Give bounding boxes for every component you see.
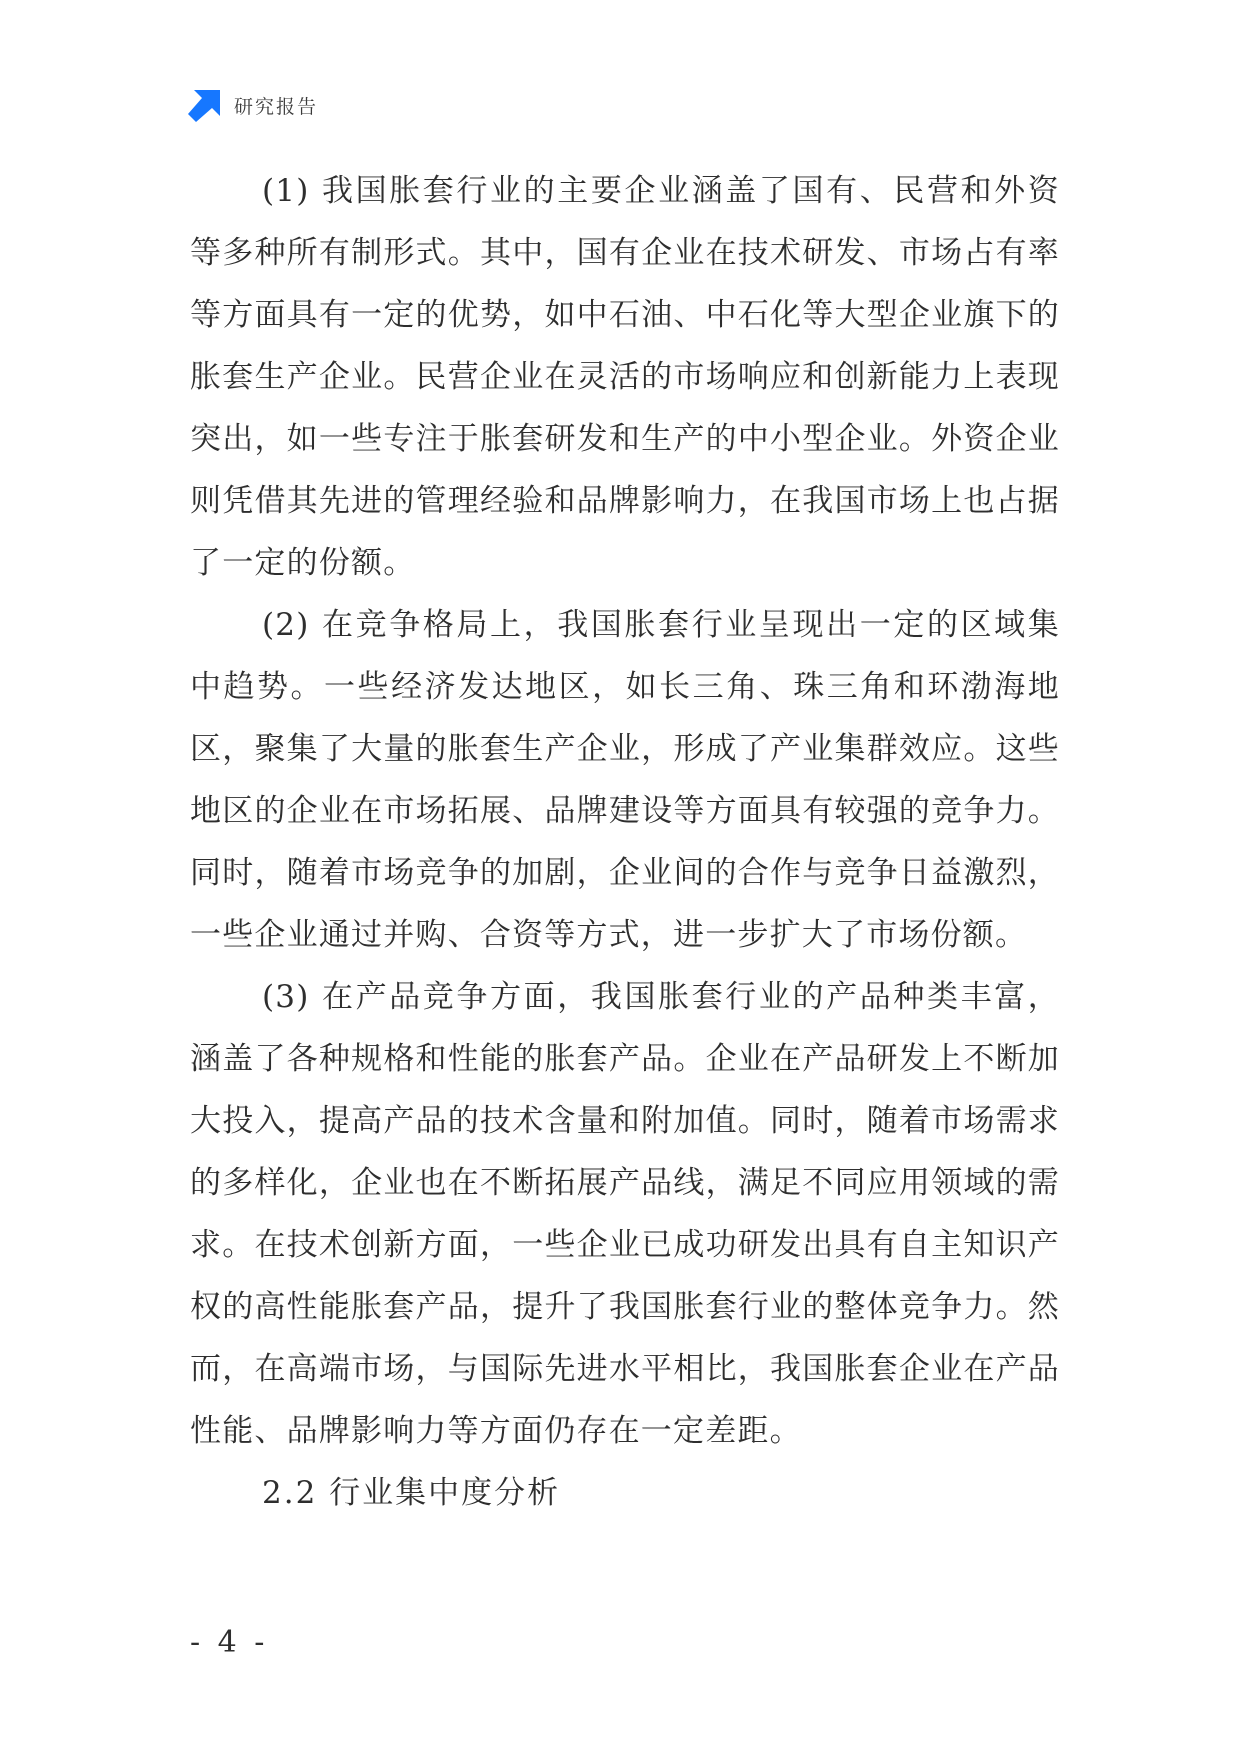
- section-heading: 2.2 行业集中度分析: [262, 1475, 561, 1511]
- paragraph-2: (2) 在竞争格局上，我国胀套行业呈现出一定的区域集中趋势。一些经济发达地区，如长三角、珠三角和环渤海地区，聚集了大量的胀套生产企业，形成了产业集群效应。这些地区的企业在市场拓展、品牌建设等方面具有较强的竞争力。同时，随着市场竞争的加剧，企业间的合作与竞争日益激烈，一些企业通过并购、合资等方式，进一步扩大了市场份额。: [190, 607, 1060, 953]
- page-number: - 4 -: [190, 1625, 269, 1660]
- paragraph-1: (1) 我国胀套行业的主要企业涵盖了国有、民营和外资等多种所有制形式。其中，国有企业在技术研发、市场占有率等方面具有一定的优势，如中石油、中石化等大型企业旗下的胀套生产企业。民营企业在灵活的市场响应和创新能力上表现突出，如一些专注于胀套研发和生产的中小型企业。外资企业则凭借其先进的管理经验和品牌影响力，在我国市场上也占据了一定的份额。: [190, 173, 1060, 581]
- arrow-up-right-icon: [188, 88, 222, 122]
- header-title: 研究报告: [234, 95, 319, 118]
- document-body: [190, 160, 1060, 1524]
- paragraph-3: (3) 在产品竞争方面，我国胀套行业的产品种类丰富，涵盖了各种规格和性能的胀套产品。企业在产品研发上不断加大投入，提高产品的技术含量和附加值。同时，随着市场需求的多样化，企业也在不断拓展产品线，满足不同应用领域的需求。在技术创新方面，一些企业已成功研发出具有自主知识产权的高性能胀套产品，提升了我国胀套行业的整体竞争力。然而，在高端市场，与国际先进水平相比，我国胀套企业在产品性能、品牌影响力等方面仍存在一定差距。: [190, 979, 1060, 1449]
- report-header: [188, 88, 318, 122]
